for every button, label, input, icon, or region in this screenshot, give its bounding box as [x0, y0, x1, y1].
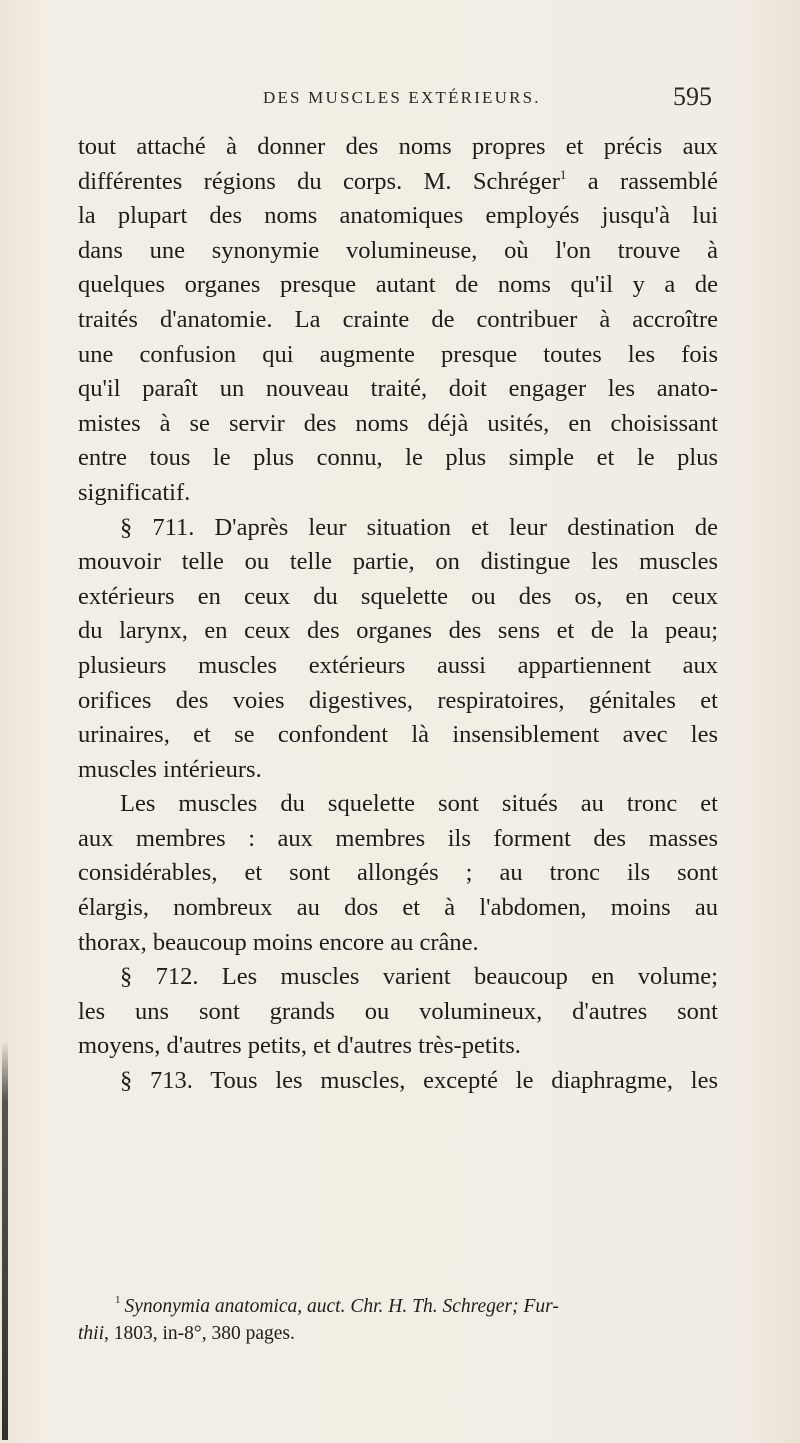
text-line: considérables, et sont allongés ; au tronc ils sont [78, 859, 718, 887]
text-line: mouvoir telle ou telle partie, on distingue les muscles [78, 548, 718, 576]
text-line: les uns sont grands ou volumineux, d'autres sont [78, 997, 718, 1025]
text-line: mistes à se servir des noms déjà usités, en choisissant [78, 409, 718, 437]
page-number: 595 [673, 82, 712, 111]
text-line: muscles intérieurs. [78, 755, 262, 783]
footnote-publication-details: , 1803, in-8°, 380 pages. [104, 1323, 295, 1344]
text-line: moyens, d'autres petits, et d'autres très-petits. [78, 1032, 521, 1060]
body-text [78, 130, 718, 1099]
footnote-citation: Synonymia anatomica, auct. Chr. H. Th. Schreger; Fur- [124, 1296, 559, 1317]
footnote-line [78, 1320, 718, 1347]
text-line-with-footnote-ref [78, 165, 718, 200]
text-line: urinaires, et se confondent là insensiblement avec les [78, 721, 718, 749]
text-line: une confusion qui augmente presque toutes les fois [78, 340, 718, 368]
text-segment: a rassemblé [587, 167, 718, 195]
text-line: orifices des voies digestives, respiratoires, génitales et [78, 686, 718, 714]
text-line: quelques organes presque autant de noms qu'il y a de [78, 271, 718, 299]
text-line: du larynx, en ceux des organes des sens et de la peau; [78, 617, 718, 645]
paragraph-start: Les muscles du squelette sont situés au tronc et [120, 790, 718, 818]
footnote-reference: 1 [559, 166, 567, 182]
text-line: aux membres : aux membres ils forment des masses [78, 824, 718, 852]
text-line: entre tous le plus connu, le plus simple et le plus [78, 444, 718, 472]
running-title: DES MUSCLES EXTÉRIEURS. [263, 88, 541, 107]
text-line: thorax, beaucoup moins encore au crâne. [78, 928, 479, 956]
footnote-citation-continued: thii [78, 1323, 105, 1344]
text-line: tout attaché à donner des noms propres et précis aux [78, 133, 718, 160]
section-713-start: § 713. Tous les muscles, excepté le diaphragme, les [120, 1067, 718, 1095]
text-line: plusieurs muscles extérieurs aussi appartiennent aux [78, 651, 718, 679]
section-711-start: § 711. D'après leur situation et leur destination de [120, 513, 718, 541]
text-segment: différentes régions du corps. M. Schréger [78, 167, 560, 195]
text-line: élargis, nombreux au dos et à l'abdomen, moins au [78, 894, 718, 922]
section-712-start: § 712. Les muscles varient beaucoup en volume; [120, 963, 718, 991]
text-line: traités d'anatomie. La crainte de contribuer à accroître [78, 305, 718, 333]
page-header [0, 82, 800, 122]
text-line: la plupart des noms anatomiques employés jusqu'à lui [78, 202, 718, 230]
text-line: extérieurs en ceux du squelette ou des os, en ceux [78, 582, 718, 610]
text-line: dans une synonymie volumineuse, où l'on trouve à [78, 236, 718, 264]
footnote-line [78, 1293, 718, 1320]
text-line: qu'il paraît un nouveau traité, doit engager les anato- [78, 375, 718, 403]
page-edge-shadow [2, 1040, 8, 1440]
footnote [78, 1293, 718, 1347]
text-line: significatif. [78, 478, 191, 506]
footnote-mark: 1 [115, 1294, 121, 1306]
